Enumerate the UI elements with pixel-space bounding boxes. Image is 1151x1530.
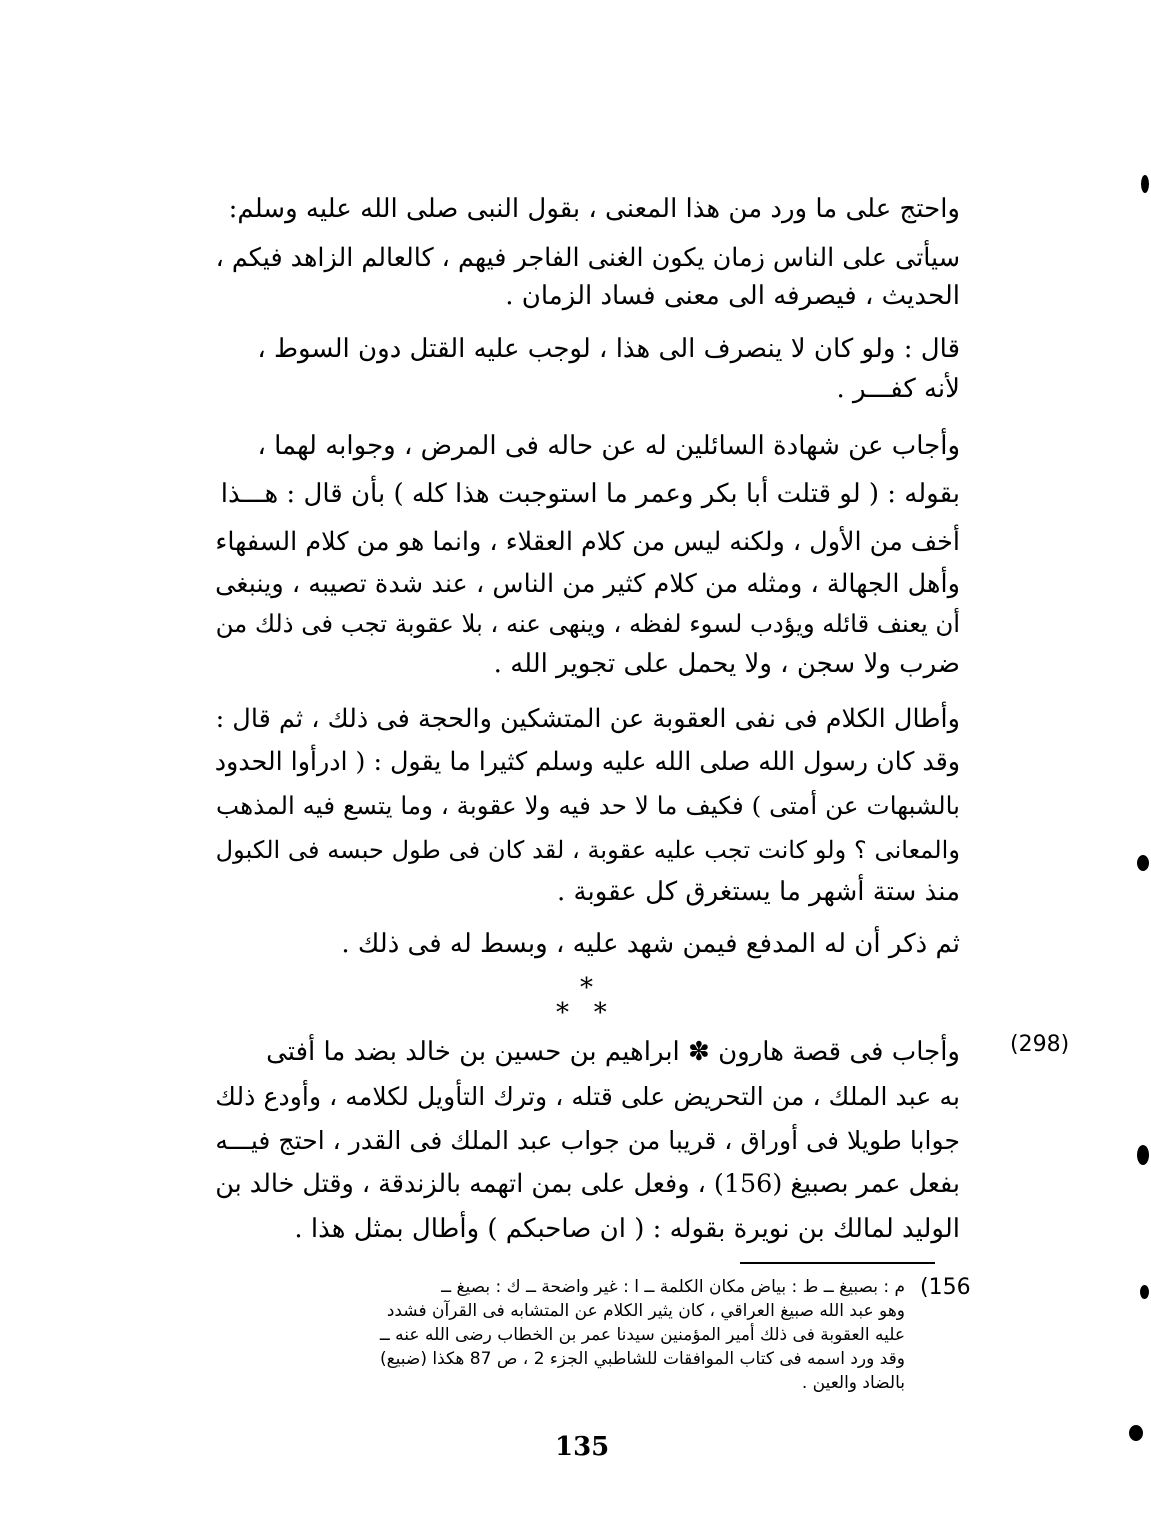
footnote-line: م : بصبيغ ــ ط : بياض مكان الكلمة ــ ا : غير واضحة ــ ك : بصيغ ــ bbox=[441, 1277, 905, 1297]
text-line: أخف من الأول ، ولكنه ليس من كلام العقلاء ، وانما هو من كلام السفهاء bbox=[215, 527, 960, 557]
footnote-line: وقد ورد اسمه فى كتاب الموافقات للشاطبي الجزء 2 ، ص 87 هكذا (ضبيع) bbox=[379, 1349, 905, 1369]
text-line: والمعانى ؟ ولو كانت تجب عليه عقوبة ، لقد كان فى طول حبسه فى الكبول bbox=[215, 836, 960, 864]
text-line: بالشبهات عن أمتى ) فكيف ما لا حد فيه ولا عقوبة ، وما يتسع فيه المذهب bbox=[215, 791, 960, 820]
scan-mark bbox=[1141, 175, 1149, 193]
text-line: الحديث ، فيصرفه الى معنى فساد الزمان . bbox=[505, 281, 960, 311]
text-line: بفعل عمر بصبيغ (156) ، وفعل على بمن اتهمه بالزندقة ، وقتل خالد بن bbox=[215, 1169, 960, 1199]
text-line: وقد كان رسول الله صلى الله عليه وسلم كثيرا ما يقول : ( ادرأوا الحدود bbox=[214, 746, 960, 776]
text-line: بقوله : ( لو قتلت أبا بكر وعمر ما استوجبت هذا كله ) بأن قال : هـــذا bbox=[220, 479, 960, 509]
text-line: قال : ولو كان لا ينصرف الى هذا ، لوجب عليه القتل دون السوط ، bbox=[257, 334, 960, 364]
text-line: الوليد لمالك بن نويرة بقوله : ( ان صاحبكم ) وأطال بمثل هذا . bbox=[294, 1214, 960, 1244]
footnote-line: وهو عبد الله صبيغ العراقي ، كان يثير الكلام عن المتشابه فى القرآن فشدد bbox=[386, 1301, 905, 1321]
scan-mark bbox=[1140, 1285, 1149, 1299]
text-line: منذ ستة أشهر ما يستغرق كل عقوبة . bbox=[557, 877, 960, 907]
text-line: به عبد الملك ، من التحريض على قتله ، وترك التأويل لكلامه ، وأودع ذلك bbox=[215, 1082, 960, 1111]
scan-mark bbox=[1137, 855, 1149, 871]
text-line: ثم ذكر أن له المدفع فيمن شهد عليه ، وبسط له فى ذلك . bbox=[341, 929, 960, 959]
text-line: وأطال الكلام فى نفى العقوبة عن المتشكين والحجة فى ذلك ، ثم قال : bbox=[215, 704, 960, 734]
scan-mark bbox=[1137, 1145, 1149, 1165]
page-number: 135 bbox=[555, 1432, 610, 1462]
scan-mark bbox=[1129, 1425, 1143, 1441]
separator-stars-bottom: * * bbox=[556, 998, 607, 1028]
text-line: وأجاب عن شهادة السائلين له عن حاله فى المرض ، وجوابه لهما ، bbox=[257, 431, 960, 461]
text-line: ضرب ولا سجن ، ولا يحمل على تجوير الله . bbox=[493, 649, 960, 679]
footnote-number: (156 bbox=[920, 1275, 971, 1300]
text-line: وأجاب فى قصة هارون ✽ ابراهيم بن حسين بن خالد بضد ما أفتى bbox=[266, 1037, 960, 1067]
footnote-line: عليه العقوبة فى ذلك أمير المؤمنين سيدنا عمر بن الخطاب رضى الله عنه ــ bbox=[379, 1325, 905, 1345]
separator-star-top: * bbox=[580, 973, 593, 1003]
text-line: وأهل الجهالة ، ومثله من كلام كثير من الناس ، عند شدة تصيبه ، وينبغى bbox=[215, 569, 960, 599]
footnote-rule bbox=[740, 1262, 935, 1264]
text-line: واحتج على ما ورد من هذا المعنى ، بقول النبى صلى الله عليه وسلم: bbox=[228, 194, 960, 224]
text-line: جوابا طويلا فى أوراق ، قريبا من جواب عبد الملك فى القدر ، احتج فيـــه bbox=[215, 1126, 960, 1155]
text-line: سيأتى على الناس زمان يكون الغنى الفاجر فيهم ، كالعالم الزاهد فيكم ، bbox=[215, 242, 960, 272]
margin-number: (298) bbox=[1010, 1032, 1070, 1057]
text-line: لأنه كفـــر . bbox=[836, 374, 960, 404]
footnote-line: بالضاد والعين . bbox=[801, 1373, 905, 1393]
text-line: أن يعنف قائله ويؤدب لسوء لفظه ، وينهى عنه ، بلا عقوبة تجب فى ذلك من bbox=[215, 609, 960, 638]
